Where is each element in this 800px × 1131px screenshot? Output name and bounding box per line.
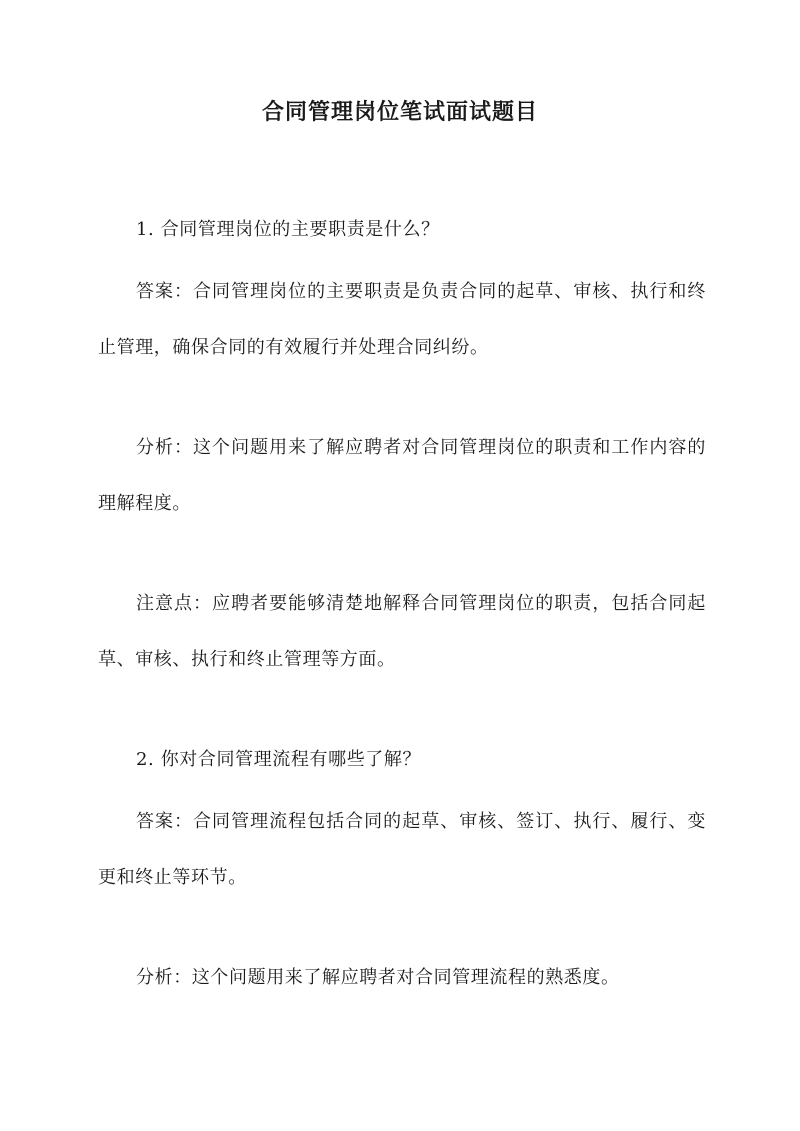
analysis-2: 分析：这个问题用来了解应聘者对合同管理流程的熟悉度。 bbox=[136, 967, 620, 988]
question-2: 2. 你对合同管理流程有哪些了解？ bbox=[136, 749, 422, 770]
answer-2: 答案：合同管理流程包括合同的起草、审核、签订、执行、履行、变更和终止等环节。 bbox=[98, 811, 706, 888]
analysis-1: 分析：这个问题用来了解应聘者对合同管理岗位的职责和工作内容的理解程度。 bbox=[98, 437, 706, 514]
page-title: 合同管理岗位笔试面试题目 bbox=[261, 99, 538, 125]
answer-1: 答案：合同管理岗位的主要职责是负责合同的起草、审核、执行和终止管理，确保合同的有效履行并处理合同纠纷。 bbox=[98, 281, 706, 358]
note-1: 注意点：应聘者要能够清楚地解释合同管理岗位的职责，包括合同起草、审核、执行和终止管理等方面。 bbox=[98, 593, 706, 670]
question-1: 1. 合同管理岗位的主要职责是什么？ bbox=[136, 219, 440, 240]
